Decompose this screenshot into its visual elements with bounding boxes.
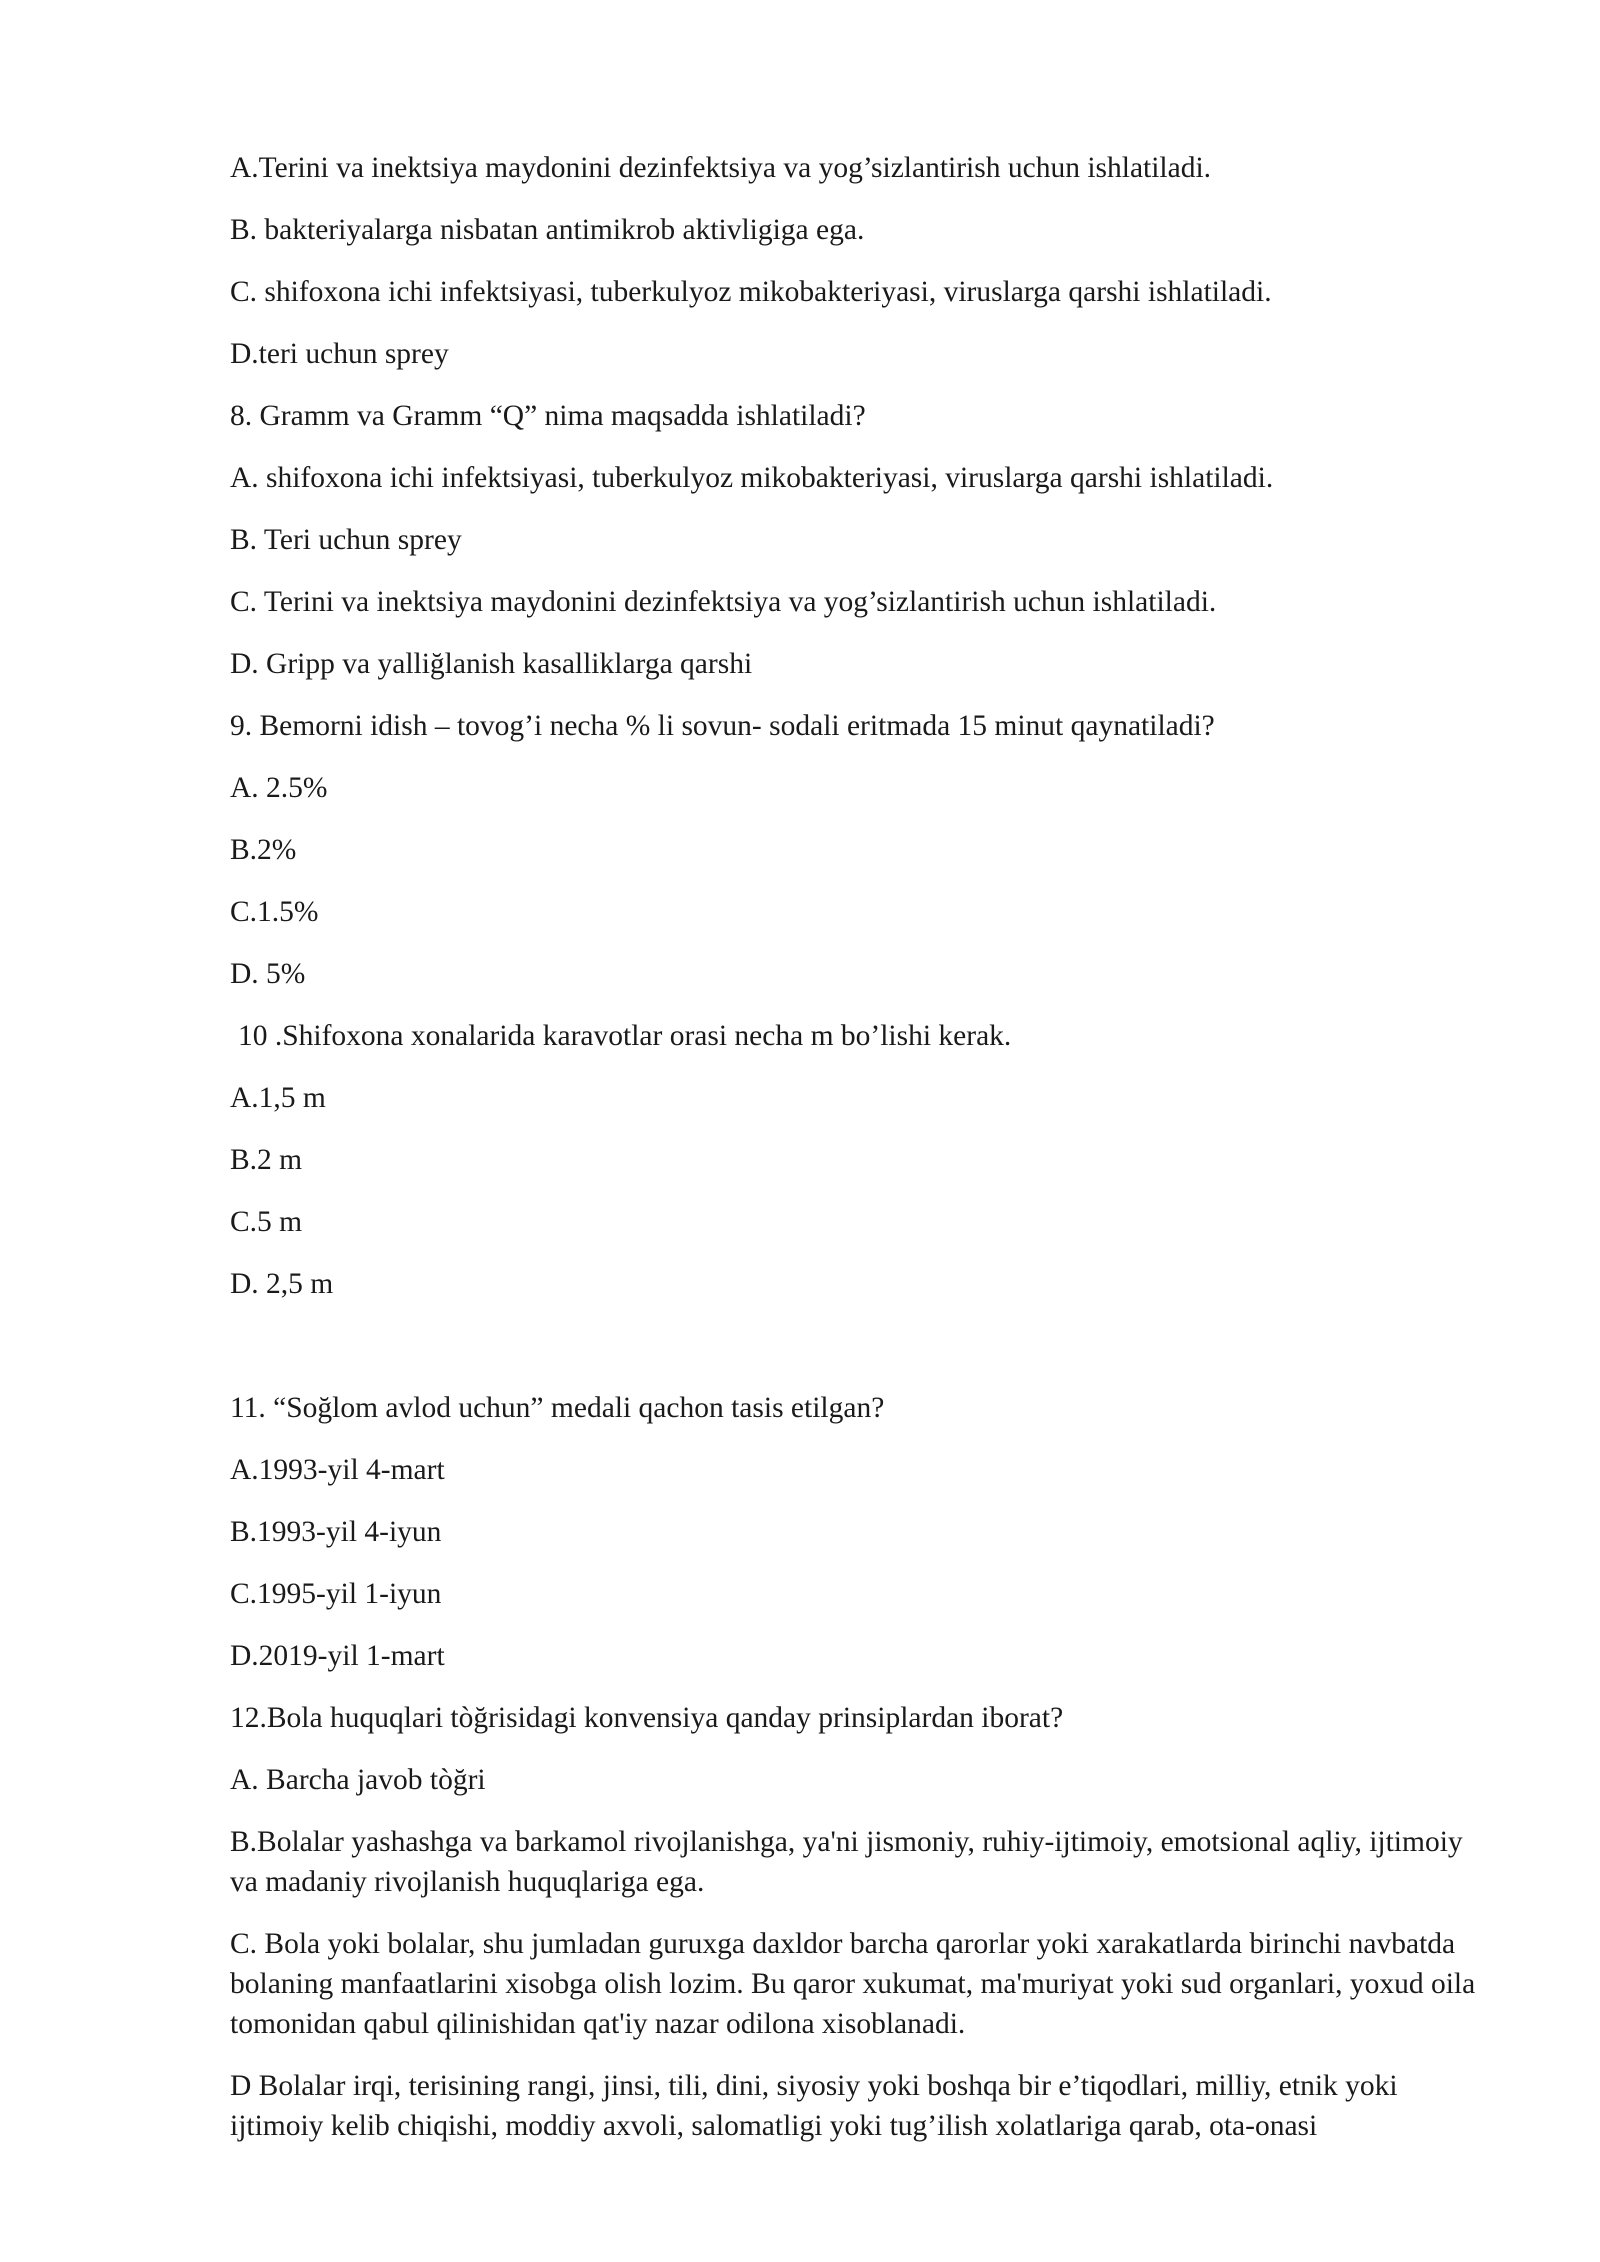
q9-option-b: B.2%: [230, 834, 297, 866]
question-10: 10 .Shifoxona xonalarida karavotlar orasi necha m bo’lishi kerak.: [238, 1020, 1012, 1052]
q11-option-a: A.1993-yil 4-mart: [230, 1454, 445, 1486]
answer-option-c: C. shifoxona ichi infektsiyasi, tuberkulyoz mikobakteriyasi, viruslarga qarshi ishlatiladi.: [230, 276, 1272, 308]
q12-option-a: A. Barcha javob tòğri: [230, 1764, 486, 1796]
q8-option-a: A. shifoxona ichi infektsiyasi, tuberkulyoz mikobakteriyasi, viruslarga qarshi ishlatiladi.: [230, 462, 1274, 494]
q12-option-d: D Bolalar irqi, terisining rangi, jinsi, tili, dini, siyosiy yoki boshqa bir e’tiqodlari, milliy, etnik yoki ijtimoiy kelib chiqishi, moddiy axvoli, salomatligi yoki tug’ilish xolatlariga qarab, ota-onasi: [230, 2070, 1398, 2142]
document-body: [230, 148, 1492, 2168]
answer-option-b: B. bakteriyalarga nisbatan antimikrob aktivligiga ega.: [230, 214, 865, 246]
q10-option-c: C.5 m: [230, 1206, 303, 1238]
q11-option-d: D.2019-yil 1-mart: [230, 1640, 445, 1672]
q9-option-a: A. 2.5%: [230, 772, 328, 804]
q10-option-d: D. 2,5 m: [230, 1268, 334, 1300]
q9-option-c: C.1.5%: [230, 896, 319, 928]
q9-option-d: D. 5%: [230, 958, 306, 990]
q12-option-b: B.Bolalar yashashga va barkamol rivojlanishga, ya'ni jismoniy, ruhiy-ijtimoiy, emotsional aqliy, ijtimoiy va madaniy rivojlanish huquqlariga ega.: [230, 1826, 1463, 1898]
q11-option-c: C.1995-yil 1-iyun: [230, 1578, 442, 1610]
answer-option-d: D.teri uchun sprey: [230, 338, 449, 370]
q10-option-b: B.2 m: [230, 1144, 303, 1176]
q8-option-c: C. Terini va inektsiya maydonini dezinfektsiya va yog’sizlantirish uchun ishlatiladi.: [230, 586, 1217, 618]
q10-option-a: A.1,5 m: [230, 1082, 326, 1114]
question-8: 8. Gramm va Gramm “Q” nima maqsadda ishlatiladi?: [230, 400, 866, 432]
q8-option-b: B. Teri uchun sprey: [230, 524, 462, 556]
q11-option-b: B.1993-yil 4-iyun: [230, 1516, 442, 1548]
question-9: 9. Bemorni idish – tovog’i necha % li sovun- sodali eritmada 15 minut qaynatiladi?: [230, 710, 1215, 742]
question-11: 11. “Soğlom avlod uchun” medali qachon tasis etilgan?: [230, 1392, 885, 1424]
question-12: 12.Bola huquqlari tòğrisidagi konvensiya qanday prinsiplardan iborat?: [230, 1702, 1064, 1734]
q12-option-c: C. Bola yoki bolalar, shu jumladan guruxga daxldor barcha qarorlar yoki xarakatlarda birinchi navbatda bolaning manfaatlarini xisobga olish lozim. Bu qaror xukumat, ma'muriyat yoki sud organlari, yoxud oila tomonidan qabul qilinishidan qat'iy nazar odilona xisoblanadi.: [230, 1928, 1476, 2040]
answer-option-a: A.Terini va inektsiya maydonini dezinfektsiya va yog’sizlantirish uchun ishlatiladi.: [230, 152, 1212, 184]
q8-option-d: D. Gripp va yalliğlanish kasalliklarga qarshi: [230, 648, 753, 680]
